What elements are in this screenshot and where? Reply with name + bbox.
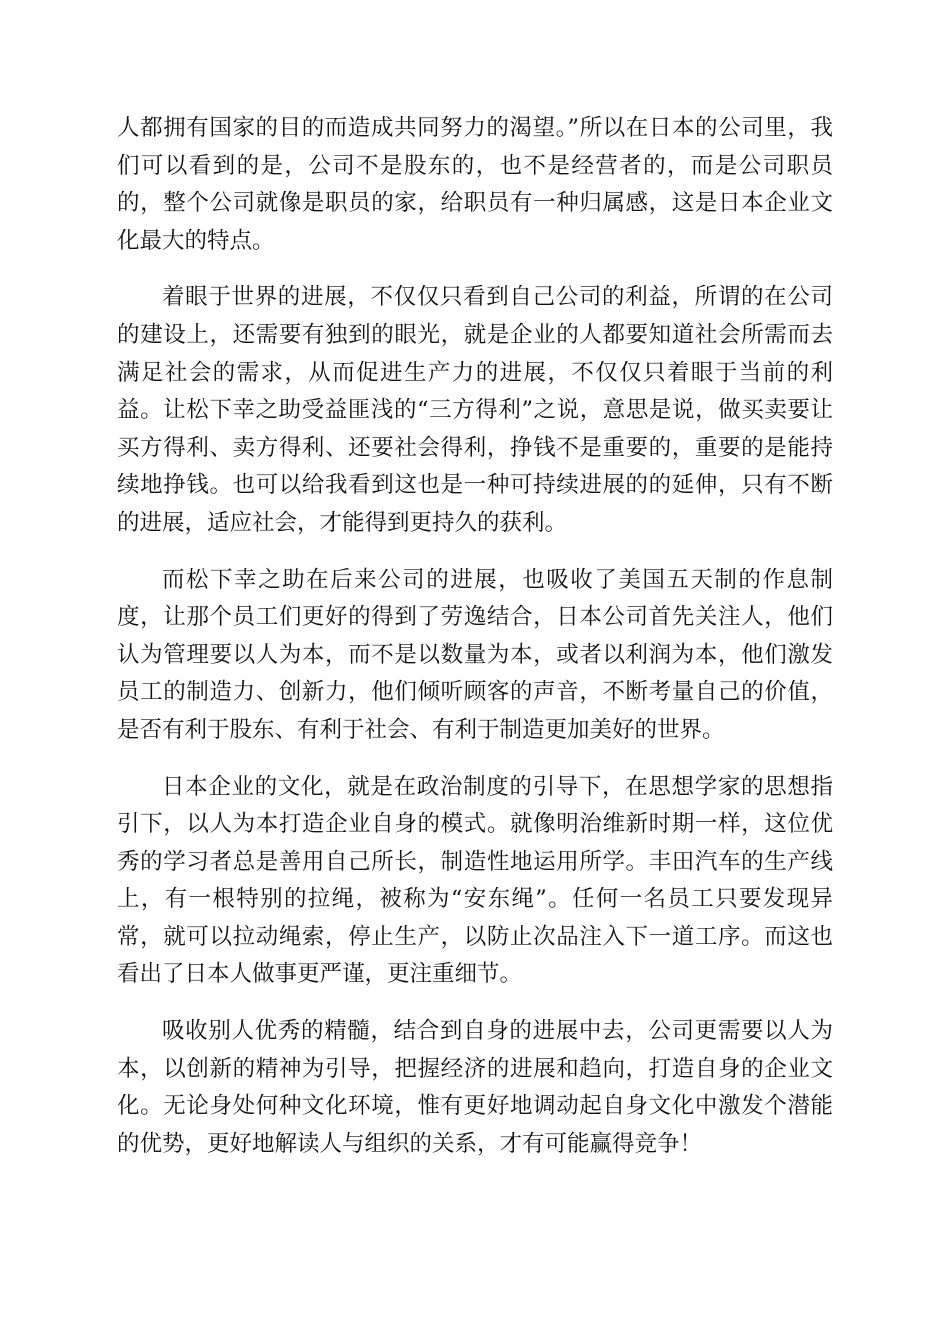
document-body	[117, 110, 833, 1182]
paragraph-enterprise-culture: 日本企业的文化，就是在政治制度的引导下，在思想学家的思想指引下，以人为本打造企业自身的模式。就像明治维新时期一样，这位优秀的学习者总是善用自己所长，制造性地运用所学。丰田汽车的生产线上，有一根特别的拉绳，被称为“安东绳”。任何一名员工只要发现异常，就可以拉动绳索，停止生产，以防止次品注入下一道工序。而这也看出了日本人做事更严谨，更注重细节。	[117, 773, 833, 988]
paragraph-five-day-system: 而松下幸之助在后来公司的进展，也吸收了美国五天制的作息制度，让那个员工们更好的得到了劳逸结合，日本公司首先关注人，他们认为管理要以人为本，而不是以数量为本，或者以利润为本，他们激发员工的制造力、创新力，他们倾听顾客的声音，不断考量自己的价值，是否有利于股东、有利于社会、有利于制造更加美好的世界。	[117, 566, 833, 743]
paragraph-world-development: 着眼于世界的进展，不仅仅只看到自己公司的利益，所谓的在公司的建设上，还需要有独到的眼光，就是企业的人都要知道社会所需而去满足社会的需求，从而促进生产力的进展，不仅仅只着眼于当前的利益。让松下幸之助受益匪浅的“三方得利”之说，意思是说，做买卖要让买方得利、卖方得利、还要社会得利，挣钱不是重要的，重要的是能持续地挣钱。也可以给我看到这也是一种可持续进展的的延伸，只有不断的进展，适应社会，才能得到更持久的获利。	[117, 284, 833, 536]
paragraph-conclusion: 吸收别人优秀的精髓，结合到自身的进展中去，公司更需要以人为本，以创新的精神为引导，把握经济的进展和趋向，打造自身的企业文化。无论身处何种文化环境，惟有更好地调动起自身文化中激发个潜能的优势，更好地解读人与组织的关系，才有可能赢得竞争！	[117, 1018, 833, 1157]
paragraph-continued: 人都拥有国家的目的而造成共同努力的渴望。”所以在日本的公司里，我们可以看到的是，公司不是股东的，也不是经营者的，而是公司职员的，整个公司就像是职员的家，给职员有一种归属感，这是日本企业文化最大的特点。	[117, 115, 833, 254]
